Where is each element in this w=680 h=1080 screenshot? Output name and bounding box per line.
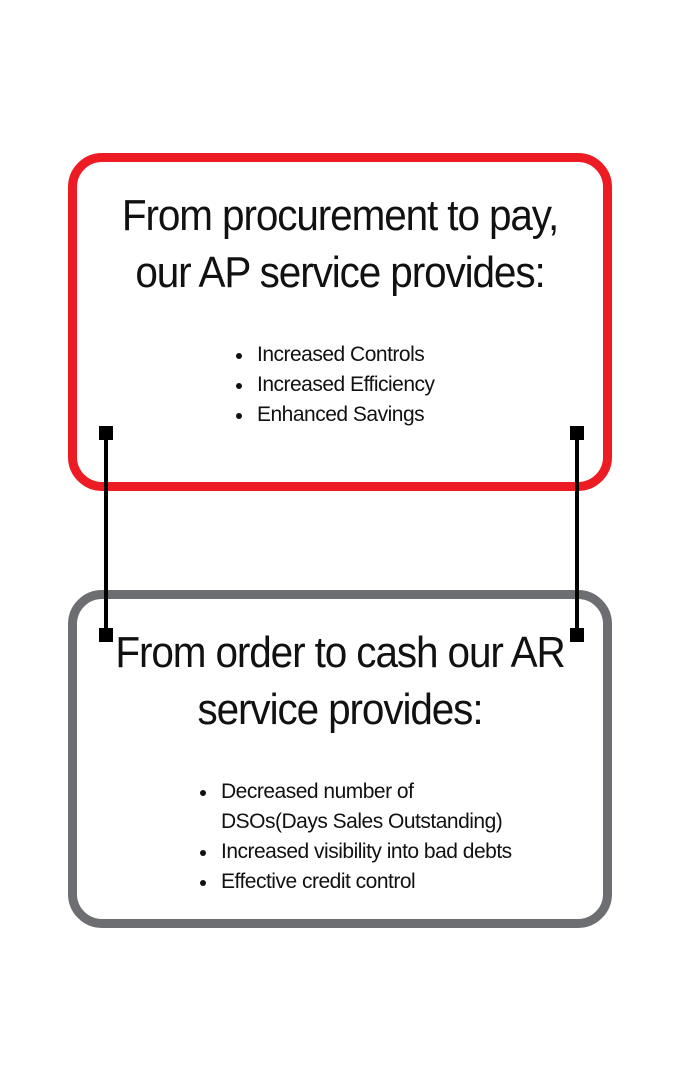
ap-service-box <box>68 153 612 491</box>
ar-benefit-line: DSOs(Days Sales Outstanding) <box>221 810 503 833</box>
ap-benefit-item: Increased Controls <box>233 340 435 370</box>
ap-service-title <box>98 187 582 301</box>
ap-title-line-1: From procurement to pay, <box>121 191 559 240</box>
ap-title-line-2: our AP service provides: <box>135 248 545 297</box>
ar-service-title <box>98 624 582 738</box>
connector-node <box>570 426 584 440</box>
connector-node <box>99 628 113 642</box>
ap-benefit-item: Enhanced Savings <box>233 400 435 430</box>
ar-title-line-2: service provides: <box>197 685 483 734</box>
connector-node <box>99 426 113 440</box>
ar-benefits-list <box>197 777 512 897</box>
connector-line-left <box>104 433 108 636</box>
ap-benefit-item: Increased Efficiency <box>233 370 435 400</box>
ar-title-line-1: From order to cash our AR <box>115 628 565 677</box>
connector-node <box>570 628 584 642</box>
ar-benefit-line: Decreased number of <box>221 780 414 803</box>
ar-benefit-item: Increased visibility into bad debts <box>197 837 512 867</box>
ar-benefit-item: Effective credit control <box>197 867 512 897</box>
ar-benefit-item <box>197 777 512 837</box>
ar-service-box <box>68 590 612 928</box>
connector-line-right <box>575 433 579 636</box>
ap-benefits-list <box>233 340 435 430</box>
